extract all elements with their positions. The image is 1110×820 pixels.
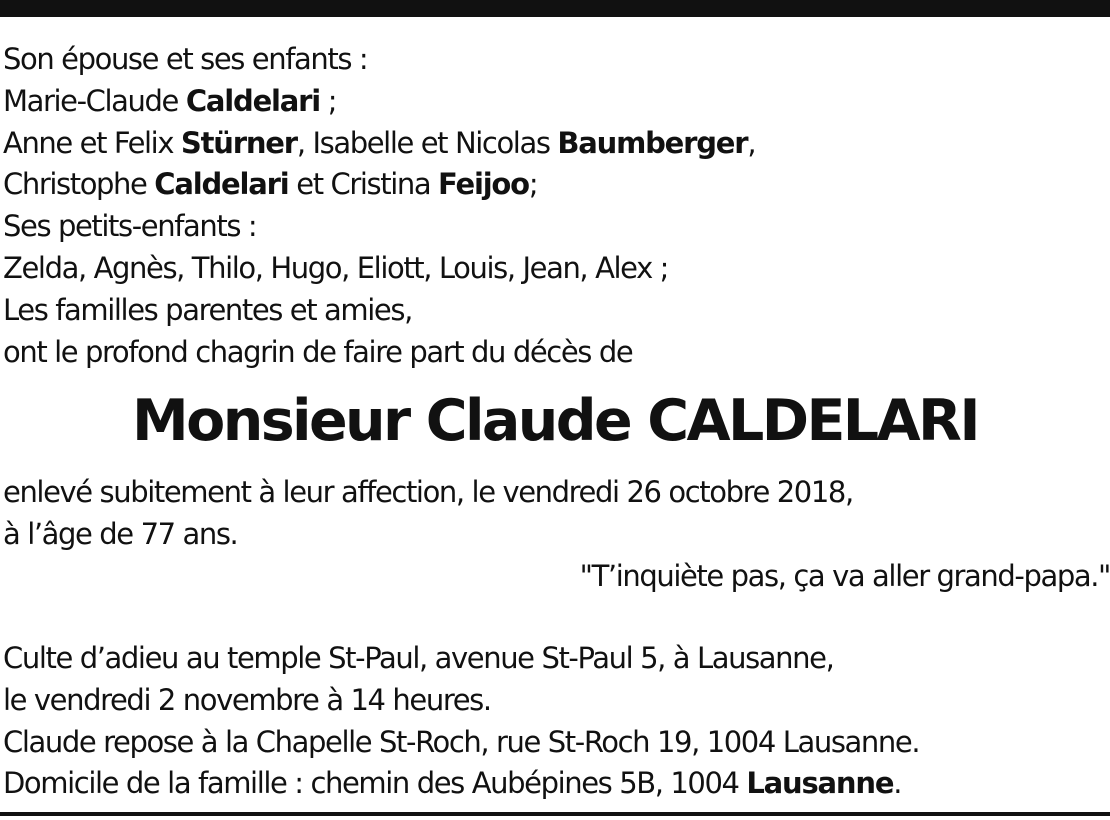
funeral-line: Claude repose à la Chapelle St-Roch, rue St-Roch 19, 1004 Lausanne. xyxy=(3,724,920,759)
family-surname: Baumberger xyxy=(557,125,748,160)
death-line: à l’âge de 77 ans. xyxy=(3,516,238,551)
announcement-line: Les familles parentes et amies, xyxy=(3,292,412,327)
quote: "T’inquiète pas, ça va aller grand-papa." xyxy=(579,559,1110,593)
announcement-line: Anne et Felix Stürner, Isabelle et Nicolas Baumberger, xyxy=(3,125,756,160)
funeral-details xyxy=(3,638,1103,805)
announcement-line: Zelda, Agnès, Thilo, Hugo, Eliott, Louis, Jean, Alex ; xyxy=(3,250,669,285)
funeral-line: le vendredi 2 novembre à 14 heures. xyxy=(3,682,491,717)
family-surname: Caldelari xyxy=(154,167,289,202)
announcement-line: ont le profond chagrin de faire part du décès de xyxy=(3,334,633,369)
city-name: Lausanne xyxy=(746,766,894,801)
death-details xyxy=(3,472,1103,556)
funeral-line: Domicile de la famille : chemin des Aubépines 5B, 1004 Lausanne. xyxy=(3,766,902,801)
family-surname: Caldelari xyxy=(185,83,320,118)
death-line: enlevé subitement à leur affection, le vendredi 26 octobre 2018, xyxy=(3,475,853,509)
bottom-rule xyxy=(0,812,1110,816)
family-surname: Stürner xyxy=(180,125,297,160)
announcement-line: Son épouse et ses enfants : xyxy=(3,42,368,76)
funeral-line: Culte d’adieu au temple St-Paul, avenue St-Paul 5, à Lausanne, xyxy=(3,641,834,675)
family-announcement xyxy=(3,39,1103,373)
announcement-line: Marie-Claude Caldelari ; xyxy=(3,83,337,118)
top-rule xyxy=(0,0,1110,17)
deceased-name: Monsieur Claude CALDELARI xyxy=(132,388,978,454)
announcement-line: Ses petits-enfants : xyxy=(3,209,257,244)
announcement-line: Christophe Caldelari et Cristina Feijoo; xyxy=(3,167,538,202)
family-surname: Feijoo xyxy=(438,167,529,202)
